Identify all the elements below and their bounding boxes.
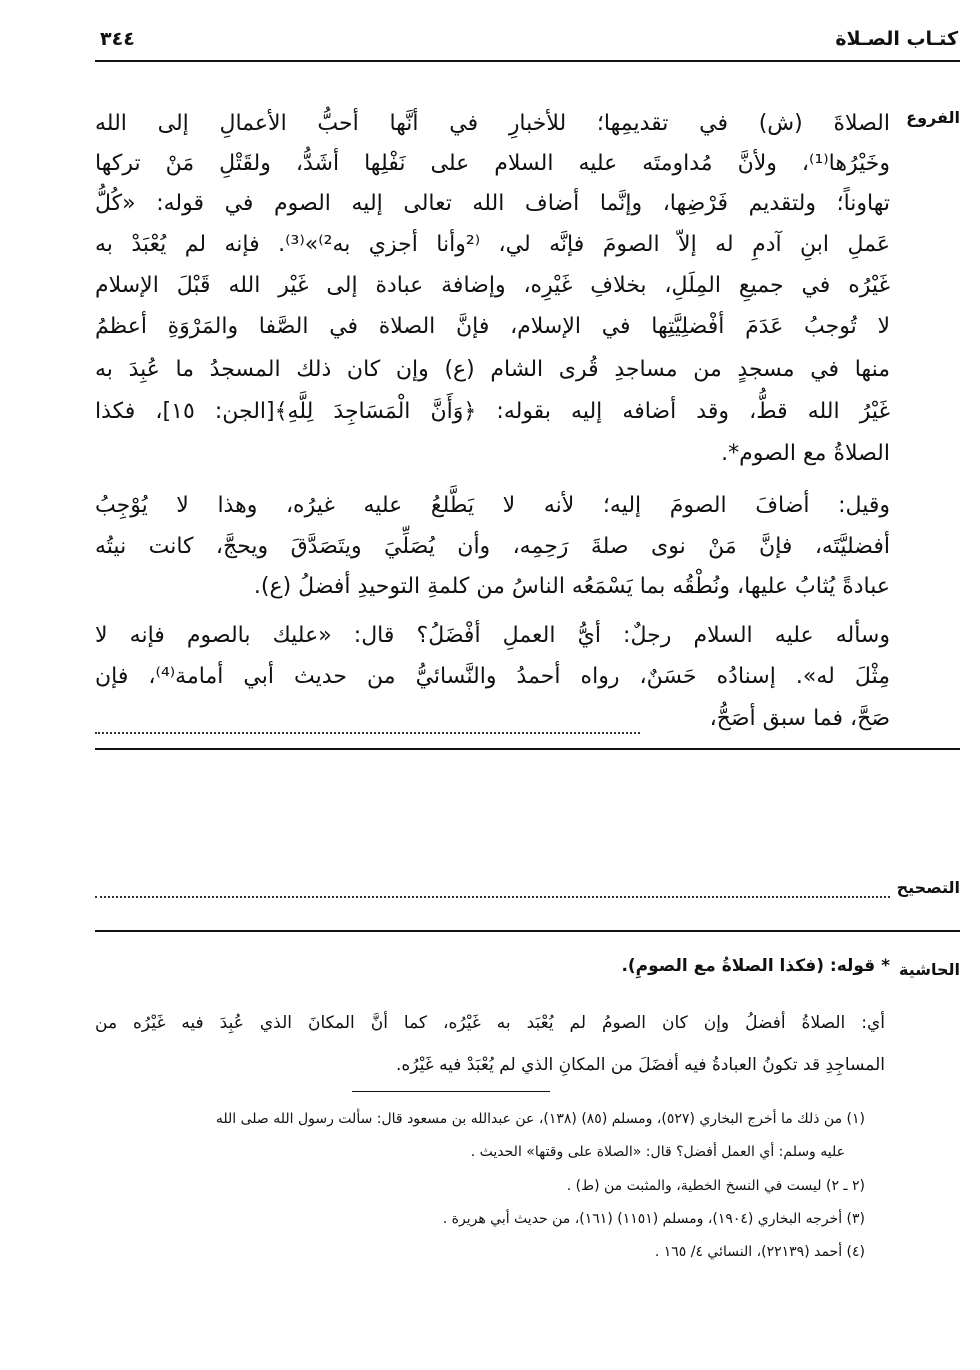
hashiya-line: أي: الصلاةُ أفضلُ وإن كان الصومُ لم يُعْبَد به غَيْرُه، كما أنَّ المكانَ الذي عُبِدَ فيه غَيْرُه من (95, 1013, 885, 1033)
text-line: وخَيْرُها⁽¹⁾، ولأنَّ مُداومتَه عليه السلام على نَفْلِها أشَدُّ، ولقَتْلِ مَنْ تركها (95, 151, 890, 176)
text-line: غَيْرُ الله قطُّ، وقد أضافه إليه بقوله: ﴿وَأَنَّ الْمَسَاجِدَ لِلَّهِ﴾[الجن: ١٥]، فكذا (95, 399, 890, 424)
text-line: أفضليَّتَه، فإنَّ مَنْ نوى صلةَ رَحِمِه، وأن يُصَلِّيَ ويتَصَدَّقَ ويحجَّ، كانت نيتُه (95, 534, 890, 559)
section-rule (95, 930, 960, 932)
hashiya-text (95, 1006, 885, 1086)
footnote-2: (٢ ـ ٢) ليست في النسخ الخطية، والمثبت من (ط) . (566, 1178, 865, 1194)
footnotes (95, 1108, 865, 1268)
footnote-1-cont: عليه وسلم: أي العمل أفضل؟ قال: «الصلاة على وقتها» الحديث . (470, 1144, 845, 1160)
text-line: مِثْلَ له». إسنادُه حَسَنٌ، رواه أحمدُ والنَّسائيُّ من حديث أبي أمامة⁽⁴⁾، فإن (95, 664, 891, 689)
footnote-1: (١) من ذلك ما أخرج البخاري (٥٢٧)، ومسلم (٨٥) (١٣٨)، عن عبدالله بن مسعود قال: سألت رسول الله صلى الله (215, 1111, 865, 1127)
footnote-4: (٤) أحمد (٢٢١٣٩)، النسائي ٤/ ١٦٥ . (654, 1244, 865, 1260)
footnote-3: (٣) أخرجه البخاري (١٩٠٤)، ومسلم (١١٥١) (١٦١)، من حديث أبي هريرة . (442, 1211, 865, 1227)
text-line: صَحَّ، فما سبق أصَحُّ، (709, 706, 890, 731)
section-rule (95, 748, 960, 750)
header-rule (95, 60, 960, 62)
margin-label-tashih: التصحيح (896, 878, 960, 897)
text-line: عبادةً يُثابُ عليها، ونُطْقُه بما يَسْمَعُه الناسُ من كلمةِ التوحيدِ أفضلُ (ع). (253, 574, 890, 599)
margin-label-hashiya: الحاشية (899, 960, 960, 979)
tashih-dotted-line (95, 896, 890, 898)
text-line: وقيل: أضافَ الصومَ إليه؛ لأنه لا يَطَّلعُ عليه غيرُه، وهذا لا يُوْجِبُ (95, 493, 890, 518)
margin-label-furu: الفروع (906, 108, 960, 127)
text-line: تهاوناً؛ ولتقديم فَرْضِها، وإنَّما أضاف الله تعالى إليه الصوم في قوله: «كُلُّ (95, 191, 890, 216)
text-line: عَملِ ابنِ آدمِ له إلاّ الصومَ فإنَّه لي، ⁽²وأنا أجزي به²⁾»⁽³⁾. فإنه لم يُعْبَدْ به (95, 232, 890, 257)
text-line: غَيْرُه في جميعِ المِلَلِ، بخلافِ غَيْرِه، وإضافة عبادة إلى غَيْر الله قَبْلَ الإسلام (95, 273, 890, 298)
hashiya-line: المساجِدِ قد تكونُ العبادةُ فيه أفضَلَ من المكانِ الذي لم يُعْبَدْ فيه غَيْرُه. (395, 1055, 885, 1075)
hashiya-heading: * قوله: (فكذا الصلاةُ مع الصومِ). (621, 956, 890, 976)
chapter-title: كتـاب الصـلاة (835, 28, 958, 50)
text-line: وسأله عليه السلام رجلٌ: أيُّ العملِ أفْضَلُ؟ قال: «عليك بالصوم فإنه لا (95, 623, 890, 648)
text-line: الصلاةَ (ش) في تقديمِها؛ للأخبارِ في أنَّها أحبُّ الأعمالِ إلى الله (95, 111, 890, 136)
page-number: ٣٤٤ (100, 28, 135, 50)
dotted-leader (95, 732, 640, 734)
text-line: لا تُوجبُ عَدَمَ أفْضلِيَّتِها في الإسلام، فإنَّ الصلاة في الصَّفا والمَرْوَةِ أعظمُ (95, 314, 890, 339)
footnote-rule (352, 1091, 550, 1092)
text-line: الصلاةُ مع الصوم*. (721, 441, 890, 466)
main-text (95, 104, 890, 744)
text-line: منها في مسجدٍ من مساجدِ قُرى الشام (ع) وإن كان ذلك المسجدُ ما عُبِدَ به (95, 357, 890, 382)
